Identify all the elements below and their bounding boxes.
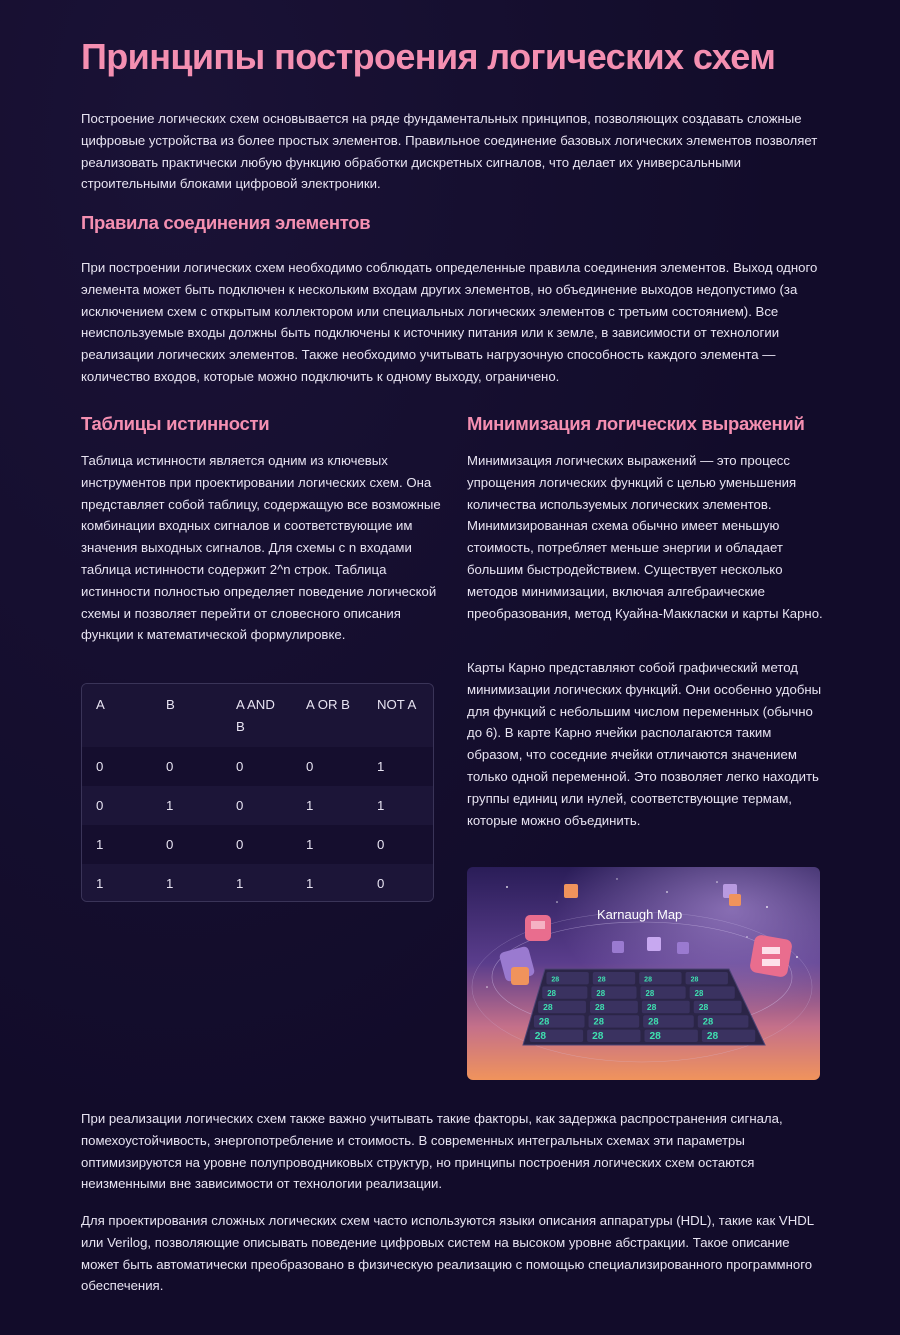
karnaugh-cell-label: 28 (649, 1031, 661, 1042)
table-cell: 0 (82, 786, 152, 825)
karnaugh-cell-label: 28 (702, 1015, 714, 1027)
karnaugh-cell-label: 28 (645, 988, 655, 998)
table-cell: 1 (292, 786, 363, 825)
table-cell: 0 (222, 825, 292, 864)
intro-paragraph: Построение логических схем основывается на ряде фундаментальных принципов, позволяющих создавать сложные цифровые устройства из более простых элементов. Правильное соединение базовых логических элементов позволяет реализовать практически любую функцию обработки дискретных сигналов, что делает их универсальными строительными блоками цифровой электроники. (81, 111, 818, 192)
header-cell-or: A OR B (292, 684, 363, 747)
table-cell: 1 (363, 786, 433, 825)
header-cell-not: NOT A (363, 684, 433, 747)
truth-table-header-row (82, 684, 433, 747)
cube-icon (749, 934, 793, 978)
karnaugh-cell-label: 28 (594, 1002, 605, 1013)
table-cell: 0 (222, 786, 292, 825)
table-cell: 1 (292, 864, 363, 902)
minimization-paragraph-2: Карты Карно представляют собой графический метод минимизации логических функций. Они особенно удобны для функций с небольшим числом переменных (обычно до 6). В карте Карно ячейки располагаются таким образом, что соседние ячейки отличаются значением только одной переменной. Это позволяет легко находить группы единиц или нулей, соответствующие термам, которые можно объединить. (467, 660, 822, 828)
karnaugh-map-illustration (467, 867, 820, 1080)
karnaugh-cell-label: 28 (534, 1031, 547, 1042)
cube-icon (525, 915, 551, 941)
karnaugh-cell-label: 28 (547, 988, 556, 998)
minimization-paragraph-1: Минимизация логических выражений — это процесс упрощения логических функций с целью уменьшения количества используемых логических элементов. Минимизированная схема обычно имеет меньшую стоимость, потребляет меньше энергии и обладает большим быстродействием. Существует несколько методов минимизации, включая алгебраические преобразования, метод Куайна-Маккласки и карты Карно. (467, 453, 823, 621)
karnaugh-cell-label: 28 (694, 988, 704, 998)
table-row (82, 747, 433, 786)
table-cell: 1 (363, 747, 433, 786)
karnaugh-cell-label: 28 (648, 1015, 659, 1027)
table-cell: 1 (152, 864, 222, 902)
table-cell: 0 (363, 825, 433, 864)
karnaugh-cell-label: 28 (644, 976, 652, 984)
table-cell: 1 (82, 825, 152, 864)
rules-paragraph: При построении логических схем необходимо соблюдать определенные правила соединения элементов. Выход одного элемента может быть подключен к нескольким входам других элементов, но объединение выходов недопустимо (за исключением схем с открытым коллектором или специальных логических элементов с третьим состоянием). Все неиспользуемые входы должны быть подключены к источнику питания или к земле, в зависимости от технологии реализации логических элементов. Также необходимо учитывать нагрузочную способность каждого элемента — количество входов, которые можно подключить к одному выходу, ограничено. (81, 260, 818, 384)
header-cell-a: A (82, 684, 152, 747)
table-cell: 0 (363, 864, 433, 902)
table-cell: 1 (82, 864, 152, 902)
table-cell: 1 (152, 786, 222, 825)
table-cell: 0 (222, 747, 292, 786)
table-cell: 0 (82, 747, 152, 786)
table-cell: 0 (152, 825, 222, 864)
table-row (82, 786, 433, 825)
karnaugh-cell-label: 28 (543, 1002, 553, 1013)
header-cell-b: B (152, 684, 222, 747)
minimization-heading: Минимизация логических выражений (467, 413, 805, 434)
rules-heading: Правила соединения элементов (81, 212, 371, 233)
truth-table (81, 683, 434, 902)
karnaugh-cell-label: 28 (706, 1031, 719, 1042)
karnaugh-cell-label: 28 (593, 1015, 604, 1027)
table-row (82, 864, 433, 902)
truth-tables-paragraph: Таблица истинности является одним из ключевых инструментов при проектировании логических схем. Она представляет собой таблицу, содержащую все возможные комбинации входных сигналов и соответствующие им значения выходных сигналов. Для схемы с n входами таблица истинности содержит 2^n строк. Таблица истинности полностью определяет поведение логической схемы и позволяет перейти от словесного описания функции к математической формулировке. (81, 453, 441, 643)
karnaugh-cell-label: 28 (596, 988, 606, 998)
karnaugh-cell-label: 28 (646, 1002, 657, 1013)
table-cell: 1 (292, 825, 363, 864)
karnaugh-cell-label: 28 (698, 1002, 709, 1013)
bottom-paragraph-2: Для проектирования сложных логических схем часто используются языки описания аппаратуры (HDL), такие как VHDL или Verilog, позволяющие описывать поведение цифровых систем на высоком уровне абстракции. Такое описание может быть автоматически преобразовано в физическую реализацию с помощью специализированного программного обеспечения. (81, 1213, 814, 1294)
header-cell-and: A AND B (222, 684, 292, 747)
truth-tables-heading: Таблицы истинности (81, 413, 270, 434)
karnaugh-cell-label: 28 (592, 1031, 604, 1042)
karnaugh-map-label: Karnaugh Map (597, 907, 683, 922)
bottom-paragraph-1: При реализации логических схем также важно учитывать такие факторы, как задержка распространения сигнала, помехоустойчивость, энергопотребление и стоимость. В современных интегральных схемах эти параметры оптимизируются на уровне полупроводниковых структур, но принципы построения логических схем остаются неизменными вне зависимости от технологии реализации. (81, 1111, 783, 1192)
karnaugh-cell-label: 28 (690, 976, 699, 984)
table-row (82, 825, 433, 864)
karnaugh-cell-label: 28 (538, 1015, 550, 1027)
table-cell: 1 (222, 864, 292, 902)
karnaugh-cell-label: 28 (597, 976, 606, 984)
karnaugh-cell-label: 28 (551, 976, 560, 984)
table-cell: 0 (292, 747, 363, 786)
page-title: Принципы построения логических схем (81, 36, 776, 77)
table-cell: 0 (152, 747, 222, 786)
